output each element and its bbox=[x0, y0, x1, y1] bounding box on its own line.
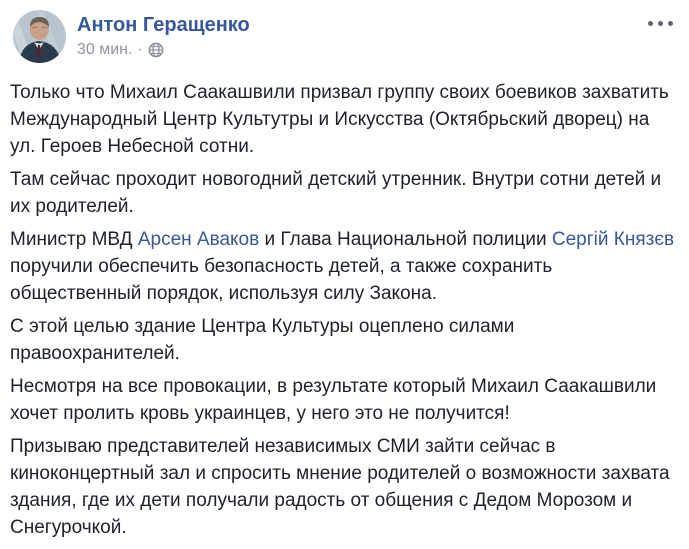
avatar-image bbox=[13, 10, 66, 63]
paragraph-text: С этой целью здание Центра Культуры оцеплено силами правоохранителей. bbox=[10, 316, 515, 364]
paragraph-text: Там сейчас проходит новогодний детский утренник. Внутри сотни детей и их родителей. bbox=[10, 169, 662, 217]
author-name-link[interactable]: Антон Геращенко bbox=[77, 14, 250, 36]
header-text bbox=[77, 10, 250, 63]
post-paragraph bbox=[10, 373, 679, 427]
meta-separator: · bbox=[137, 41, 143, 58]
ellipsis-icon bbox=[648, 21, 653, 26]
post-body bbox=[0, 63, 689, 541]
post-paragraph bbox=[10, 166, 679, 220]
post-header bbox=[0, 0, 689, 63]
paragraph-text: Несмотря на все провокации, в результате который Михаил Саакашвили хочет пролить кровь украинцев, у него это не получится! bbox=[10, 376, 657, 424]
paragraph-text: Только что Михаил Саакашвили призвал группу своих боевиков захватить Международный Центр Культутры и Искусства (Октябрьский дворец) на ул. Героев Небесной сотни. bbox=[10, 82, 669, 157]
paragraph-text: Призываю представителей независимых СМИ зайти сейчас в киноконцертный зал и спросить мнение родителей о возможности захвата здания, где их дети получали радость от общения с Дедом Морозом и Снегурочкой. bbox=[10, 436, 670, 538]
paragraph-text: Министр МВД bbox=[10, 229, 138, 250]
timestamp-link[interactable]: 30 мин. bbox=[77, 41, 133, 58]
paragraph-text: и Глава Национальной полиции bbox=[259, 229, 552, 250]
post-paragraph bbox=[10, 313, 679, 367]
mention-link-sergiy-knyazev[interactable]: Сергій Князєв bbox=[551, 229, 675, 250]
more-options-button[interactable] bbox=[643, 16, 678, 31]
ellipsis-icon bbox=[668, 21, 673, 26]
ellipsis-icon bbox=[658, 21, 663, 26]
paragraph-text: поручили обеспечить безопасность детей, а также сохранить общественный порядок, используя силу Закона. bbox=[10, 256, 553, 304]
post-paragraph bbox=[10, 79, 679, 160]
post-paragraph bbox=[10, 226, 679, 307]
mention-link-arsen-avakov[interactable]: Арсен Аваков bbox=[137, 229, 260, 250]
post-meta bbox=[77, 40, 250, 59]
avatar[interactable] bbox=[13, 10, 66, 63]
globe-icon bbox=[148, 42, 164, 58]
post-paragraph bbox=[10, 433, 679, 541]
